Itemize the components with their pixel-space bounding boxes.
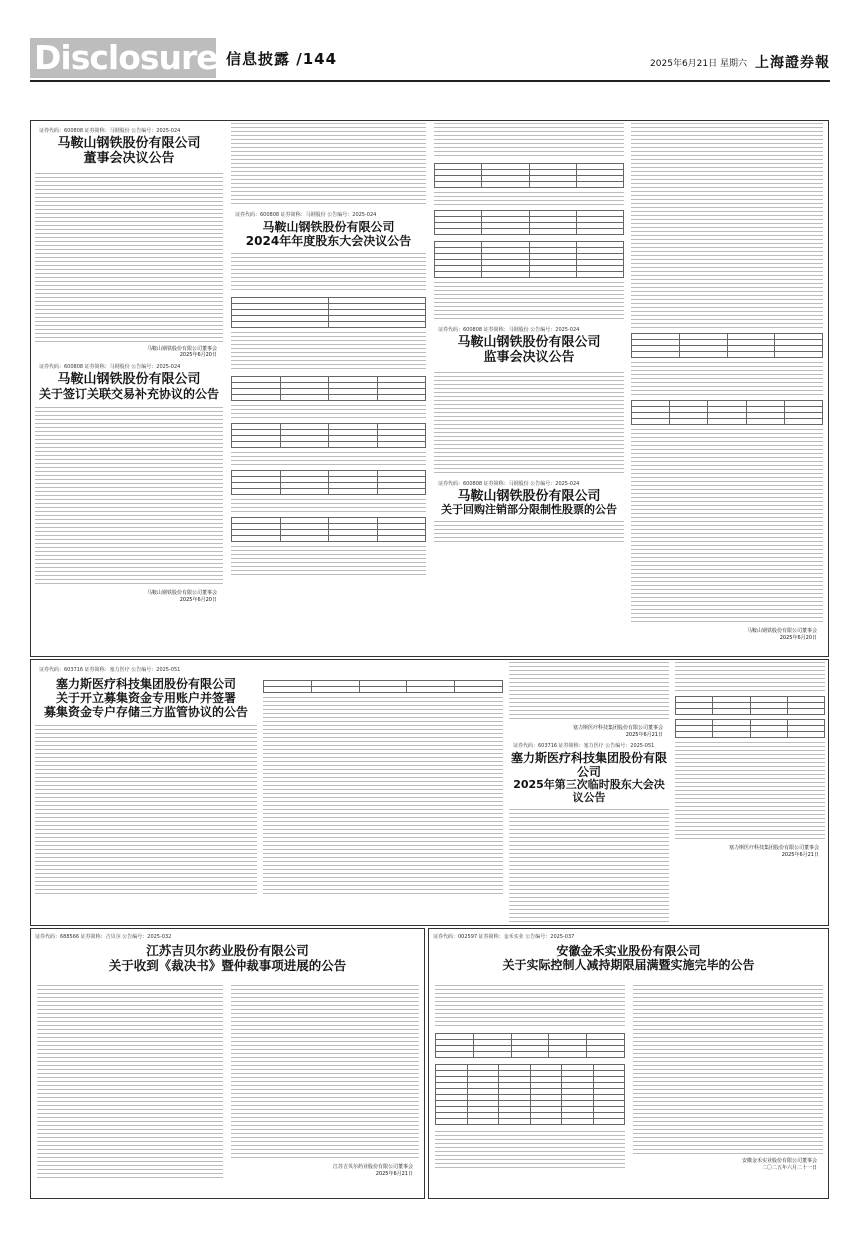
saili-account-company: 塞力斯医疗科技集团股份有限公司 — [55, 677, 236, 691]
maanshan-related-body — [35, 407, 223, 587]
maanshan-agm-intro — [231, 253, 426, 293]
maanshan-announcements — [30, 120, 829, 657]
jinhe-announcement — [428, 928, 829, 1199]
maanshan-board-body — [35, 173, 223, 343]
maanshan-col3-table-1 — [434, 163, 624, 188]
maanshan-rep-subject: 关于回购注销部分限制性股票的公告 — [441, 502, 617, 516]
maanshan-final-sign: 马鞍山钢铁股份有限公司董事会 2025年6月20日 — [746, 628, 817, 641]
paper-name: 上海證券報 — [755, 55, 830, 71]
jinhe-table-1 — [435, 1033, 625, 1058]
jinhe-table-2 — [435, 1064, 625, 1125]
saili-col4-text — [675, 662, 825, 692]
maanshan-related-sign: 马鞍山钢铁股份有限公司董事会 2025年6月20日 — [146, 590, 217, 603]
maanshan-code-line: 证券代码：600808 证券简称：马钢股份 公告编号：2025-024 — [39, 128, 181, 134]
saili-col4-text-2 — [675, 742, 825, 842]
maanshan-col3-text-2 — [434, 192, 624, 206]
maanshan-col4-table-1 — [631, 333, 823, 358]
maanshan-related-code-line: 证券代码：600808 证券简称：马钢股份 公告编号：2025-024 — [39, 363, 181, 370]
maanshan-sup-code-line: 证券代码：600808 证券简称：马钢股份 公告编号：2025-024 — [438, 327, 580, 333]
masthead — [30, 38, 830, 82]
saili-account-body-2 — [263, 697, 503, 897]
jibeier-subject: 关于收到《裁决书》暨仲裁事项进展的公告 — [108, 957, 347, 973]
maanshan-continued-text — [231, 123, 426, 207]
jibeier-body-col2 — [231, 985, 419, 1161]
maanshan-agm-table-4 — [231, 470, 426, 495]
maanshan-rep-code-line: 证券代码：600808 证券简称：马钢股份 公告编号：2025-024 — [438, 480, 580, 487]
maanshan-agm-table-2 — [231, 376, 426, 401]
maanshan-rep-body — [434, 521, 624, 545]
maanshan-col3-table-2 — [434, 210, 624, 235]
section-title: 信息披露 /144 — [226, 50, 338, 68]
saili-account-table — [263, 680, 503, 693]
issue-date: 2025年6月21日 星期六 — [650, 58, 747, 69]
jinhe-subject: 关于实际控制人减持期限届满暨实施完毕的公告 — [502, 958, 755, 973]
maanshan-board-subject: 董事会决议公告 — [83, 151, 175, 167]
maanshan-sup-body — [434, 372, 624, 476]
maanshan-agm-text-3 — [231, 405, 426, 419]
maanshan-col3-table-3 — [434, 241, 624, 278]
saili-code-line: 证券代码：603716 证券简称：塞力医疗 公告编号：2025-051 — [39, 667, 181, 673]
maanshan-col4-text-2 — [631, 362, 823, 396]
jinhe-sign: 安徽金禾实业股份有限公司董事会 二〇二五年六月二十一日 — [741, 1158, 817, 1171]
saili-account-subject-2: 募集资金专户存储三方监管协议的公告 — [43, 705, 248, 720]
maanshan-board-sign: 马鞍山钢铁股份有限公司董事会 2025年6月20日 — [146, 345, 217, 359]
jinhe-body-intro — [435, 985, 625, 1029]
jibeier-body-col1 — [37, 985, 223, 1181]
brand-logo: Disclosure — [30, 38, 216, 78]
maanshan-rep-company: 马鞍山钢铁股份有限公司 — [457, 488, 601, 504]
maanshan-agm-table-1 — [231, 297, 426, 328]
maanshan-agm-table-5 — [231, 517, 426, 542]
maanshan-agm-text-4 — [231, 452, 426, 466]
maanshan-sup-subject: 监事会决议公告 — [483, 350, 575, 366]
maanshan-agm-company: 马鞍山钢铁股份有限公司 — [262, 220, 395, 234]
maanshan-agm-text-2 — [231, 332, 426, 372]
saili-egm-table-1 — [675, 696, 825, 715]
maanshan-agm-text-6 — [231, 546, 426, 576]
saili-account-subject-1: 关于开立募集资金专用账户并签署 — [55, 691, 236, 706]
saili-announcements — [30, 659, 829, 926]
maanshan-col4-text-3 — [631, 429, 823, 625]
maanshan-col4-text — [631, 123, 823, 329]
jinhe-company: 安徽金禾实业股份有限公司 — [556, 944, 701, 958]
saili-egm-subject: 2025年第三次临时股东大会决议公告 — [513, 778, 665, 805]
jibeier-sign: 江苏吉贝尔药业股份有限公司董事会 2025年6月21日 — [332, 1164, 413, 1177]
jibeier-announcement — [30, 928, 425, 1199]
maanshan-board-company: 马鞍山钢铁股份有限公司 — [57, 136, 201, 151]
header-right — [650, 52, 830, 72]
jibeier-code-line: 证券代码：688566 证券简称：吉贝尔 公告编号：2025-032 — [35, 934, 172, 940]
saili-egm-table-2 — [675, 719, 825, 738]
saili-egm-sign: 塞力斯医疗科技集团股份有限公司董事会 2025年6月21日 — [728, 845, 819, 858]
maanshan-agm-table-3 — [231, 423, 426, 448]
jinhe-body-col2 — [633, 985, 823, 1155]
jibeier-company: 江苏吉贝尔药业股份有限公司 — [146, 943, 309, 958]
maanshan-col3-text-3 — [434, 282, 624, 322]
saili-egm-company: 塞力斯医疗科技集团股份有限公司 — [510, 751, 667, 780]
saili-col3-text — [509, 662, 669, 722]
maanshan-agm-text-5 — [231, 499, 426, 513]
jinhe-body-col1-end — [435, 1131, 625, 1171]
maanshan-sup-company: 马鞍山钢铁股份有限公司 — [457, 335, 601, 350]
maanshan-related-company: 马鞍山钢铁股份有限公司 — [57, 371, 201, 387]
saili-account-sign: 塞力斯医疗科技集团股份有限公司董事会 2025年6月21日 — [572, 725, 663, 738]
saili-account-body — [35, 725, 257, 895]
saili-egm-code-line: 证券代码：603716 证券简称：塞力医疗 公告编号：2025-051 — [513, 743, 655, 749]
jinhe-code-line: 证券代码：002597 证券简称：金禾实业 公告编号：2025-037 — [433, 934, 575, 940]
maanshan-col4-table-2 — [631, 400, 823, 425]
maanshan-agm-subject: 2024年年度股东大会决议公告 — [245, 234, 412, 249]
maanshan-agm-code-line: 证券代码：600808 证券简称：马钢股份 公告编号：2025-024 — [235, 212, 377, 218]
saili-egm-body — [509, 809, 669, 926]
maanshan-col3-text — [434, 123, 624, 159]
maanshan-related-subject: 关于签订关联交易补充协议的公告 — [38, 386, 219, 401]
